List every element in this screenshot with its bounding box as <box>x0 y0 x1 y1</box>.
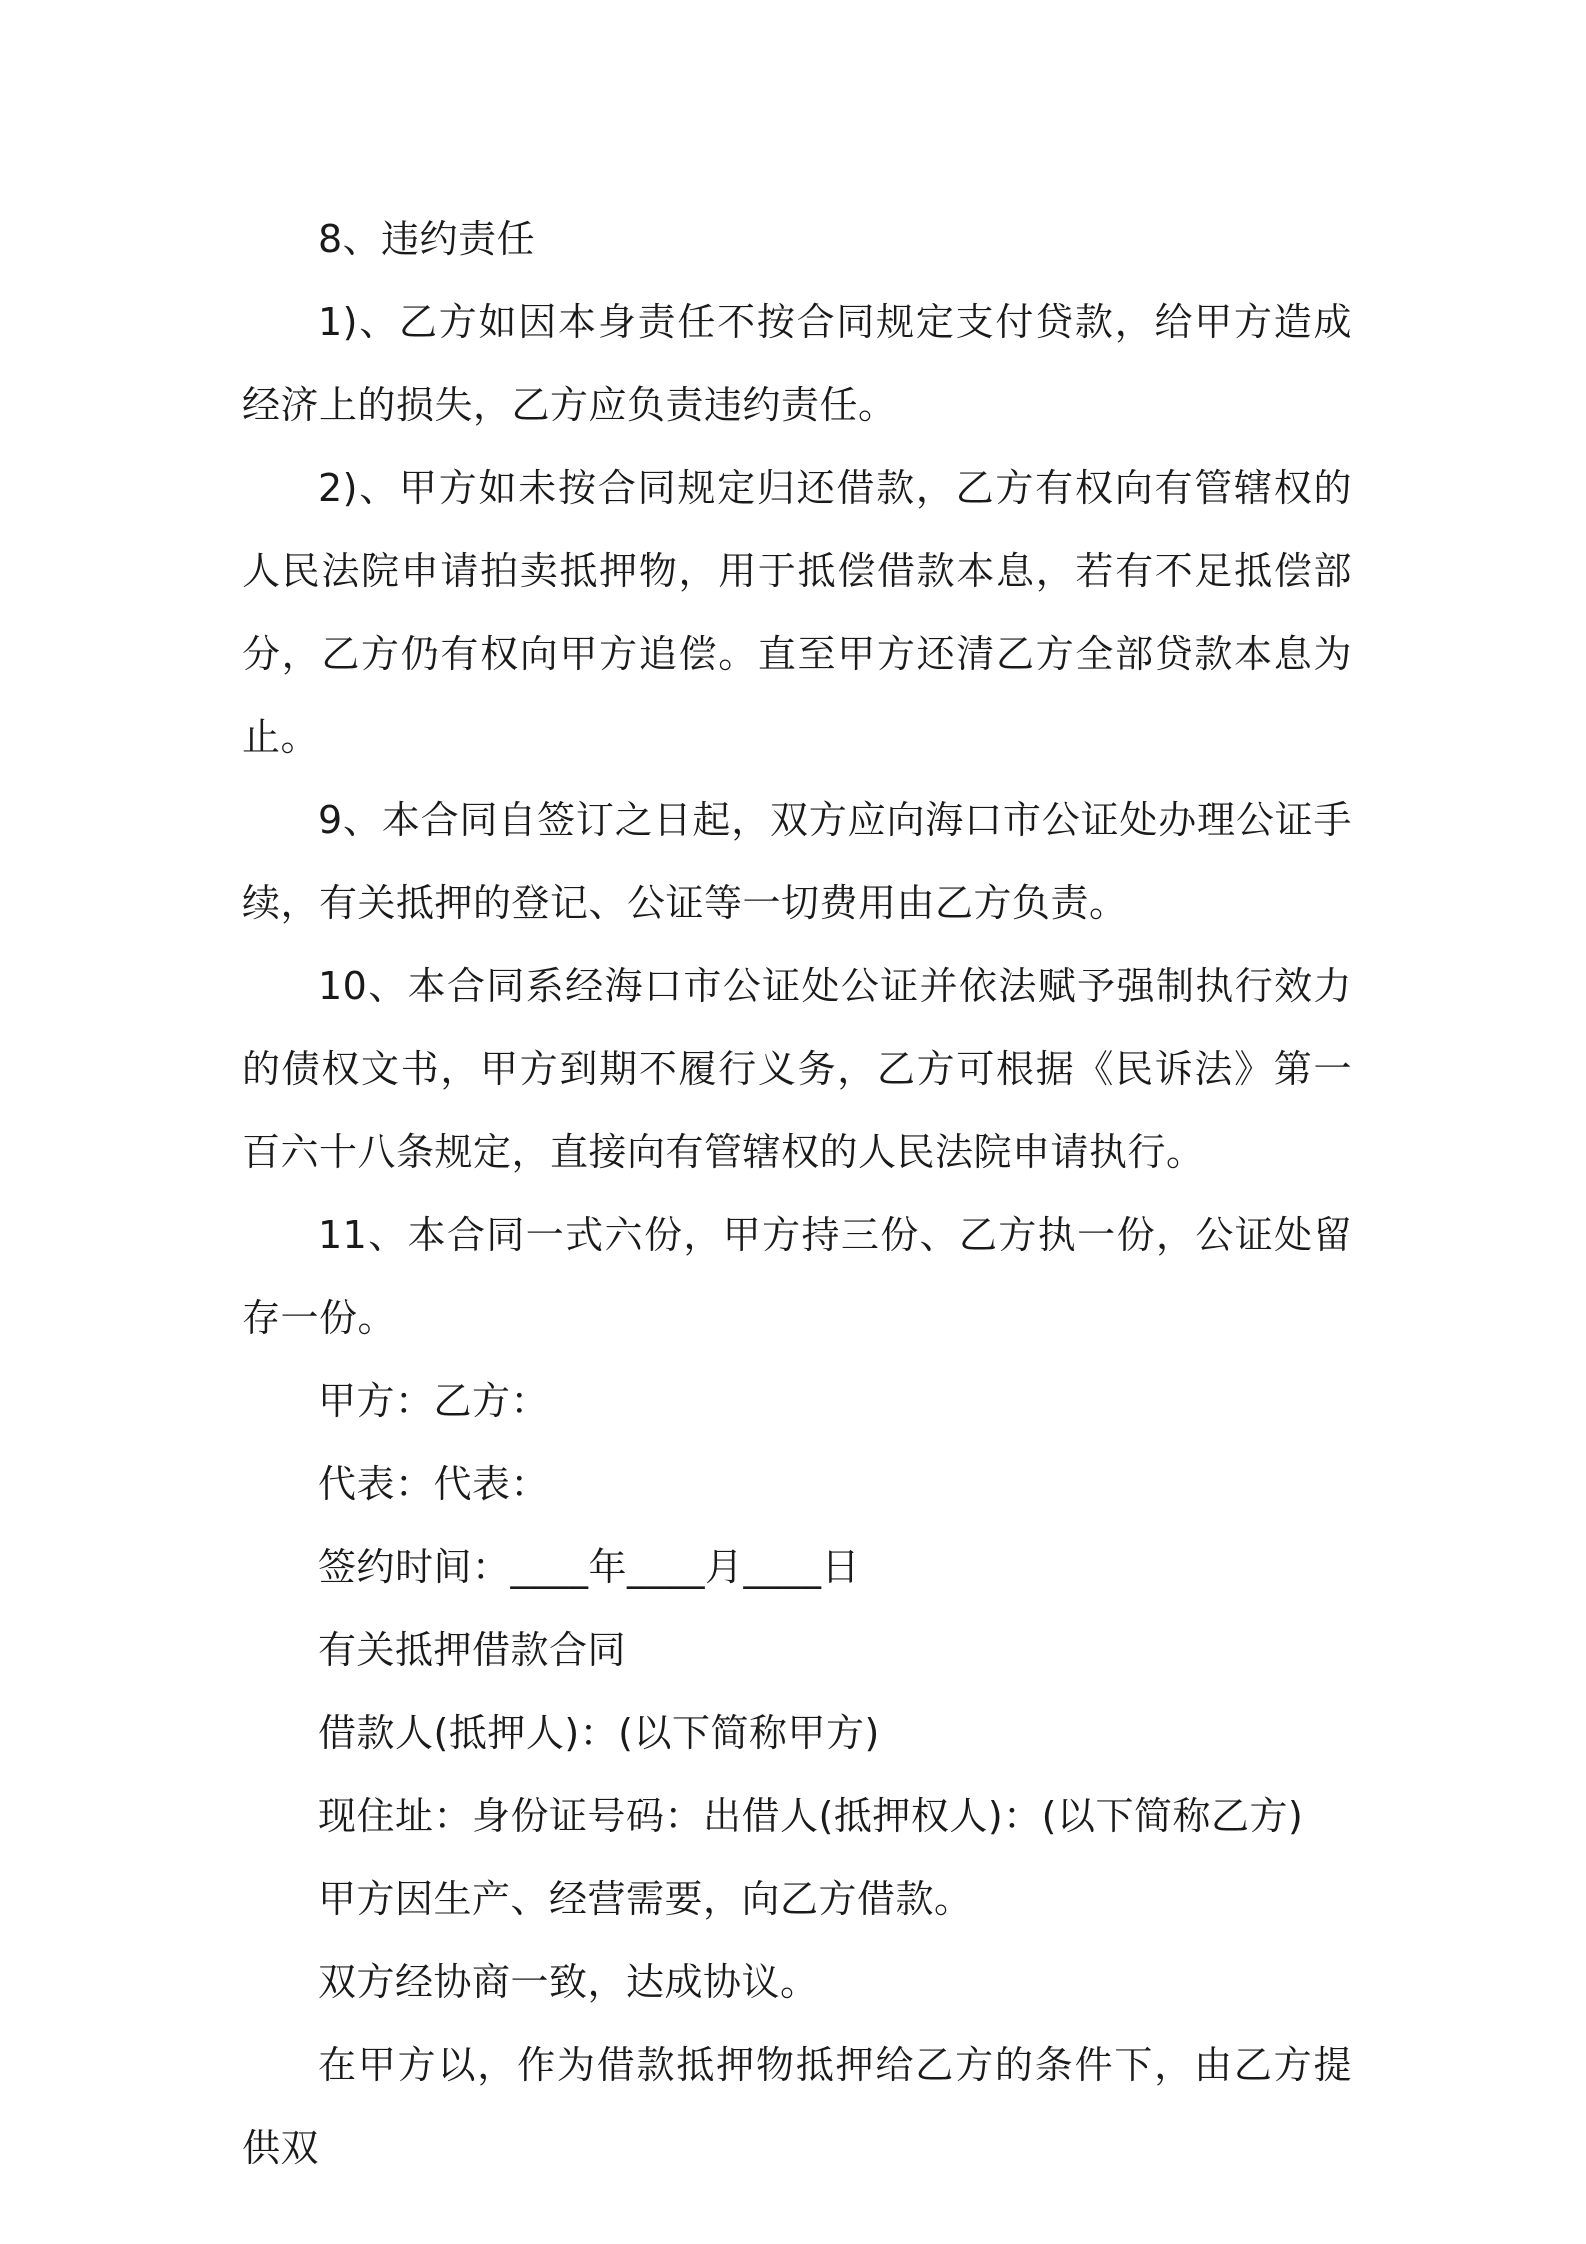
paragraph-agreement: 双方经协商一致，达成协议。 <box>318 1960 819 2004</box>
paragraph-clause-11: 11、本合同一式六份，甲方持三份、乙方执一份，公证处留存一份。 <box>242 1213 1352 1340</box>
signature-representatives-line: 代表：代表： <box>318 1462 550 1506</box>
address-id-lender-line: 现住址：身份证号码：出借人(抵押权人)：(以下简称乙方) <box>318 1794 1304 1838</box>
paragraph-collateral-condition: 在甲方以，作为借款抵押物抵押给乙方的条件下，由乙方提供双 <box>242 2043 1352 2170</box>
borrower-line: 借款人(抵押人)：(以下简称甲方) <box>318 1711 880 1755</box>
document-body <box>242 198 1352 2190</box>
paragraph-clause-10: 10、本合同系经海口市公证处公证并依法赋予强制执行效力的债权文书，甲方到期不履行义务，乙方可根据《民诉法》第一百六十八条规定，直接向有管辖权的人民法院申请执行。 <box>242 964 1352 1174</box>
paragraph-clause-9: 9、本合同自签订之日起，双方应向海口市公证处办理公证手续，有关抵押的登记、公证等一切费用由乙方负责。 <box>242 798 1352 925</box>
section-heading-breach-liability: 8、违约责任 <box>318 217 536 261</box>
paragraph-purpose: 甲方因生产、经营需要，向乙方借款。 <box>318 1877 973 1921</box>
paragraph-clause-8-1: 1)、乙方如因本身责任不按合同规定支付贷款，给甲方造成经济上的损失，乙方应负责违约责任。 <box>242 300 1352 427</box>
paragraph-clause-8-2: 2)、甲方如未按合同规定归还借款，乙方有权向有管辖权的人民法院申请拍卖抵押物，用于抵偿借款本息，若有不足抵偿部分，乙方仍有权向甲方追偿。直至甲方还清乙方全部贷款本息为止。 <box>242 466 1352 759</box>
signing-date-line: 签约时间：____年____月____日 <box>318 1545 861 1589</box>
signature-parties-line: 甲方：乙方： <box>318 1379 550 1423</box>
contract-title: 有关抵押借款合同 <box>318 1628 627 1672</box>
